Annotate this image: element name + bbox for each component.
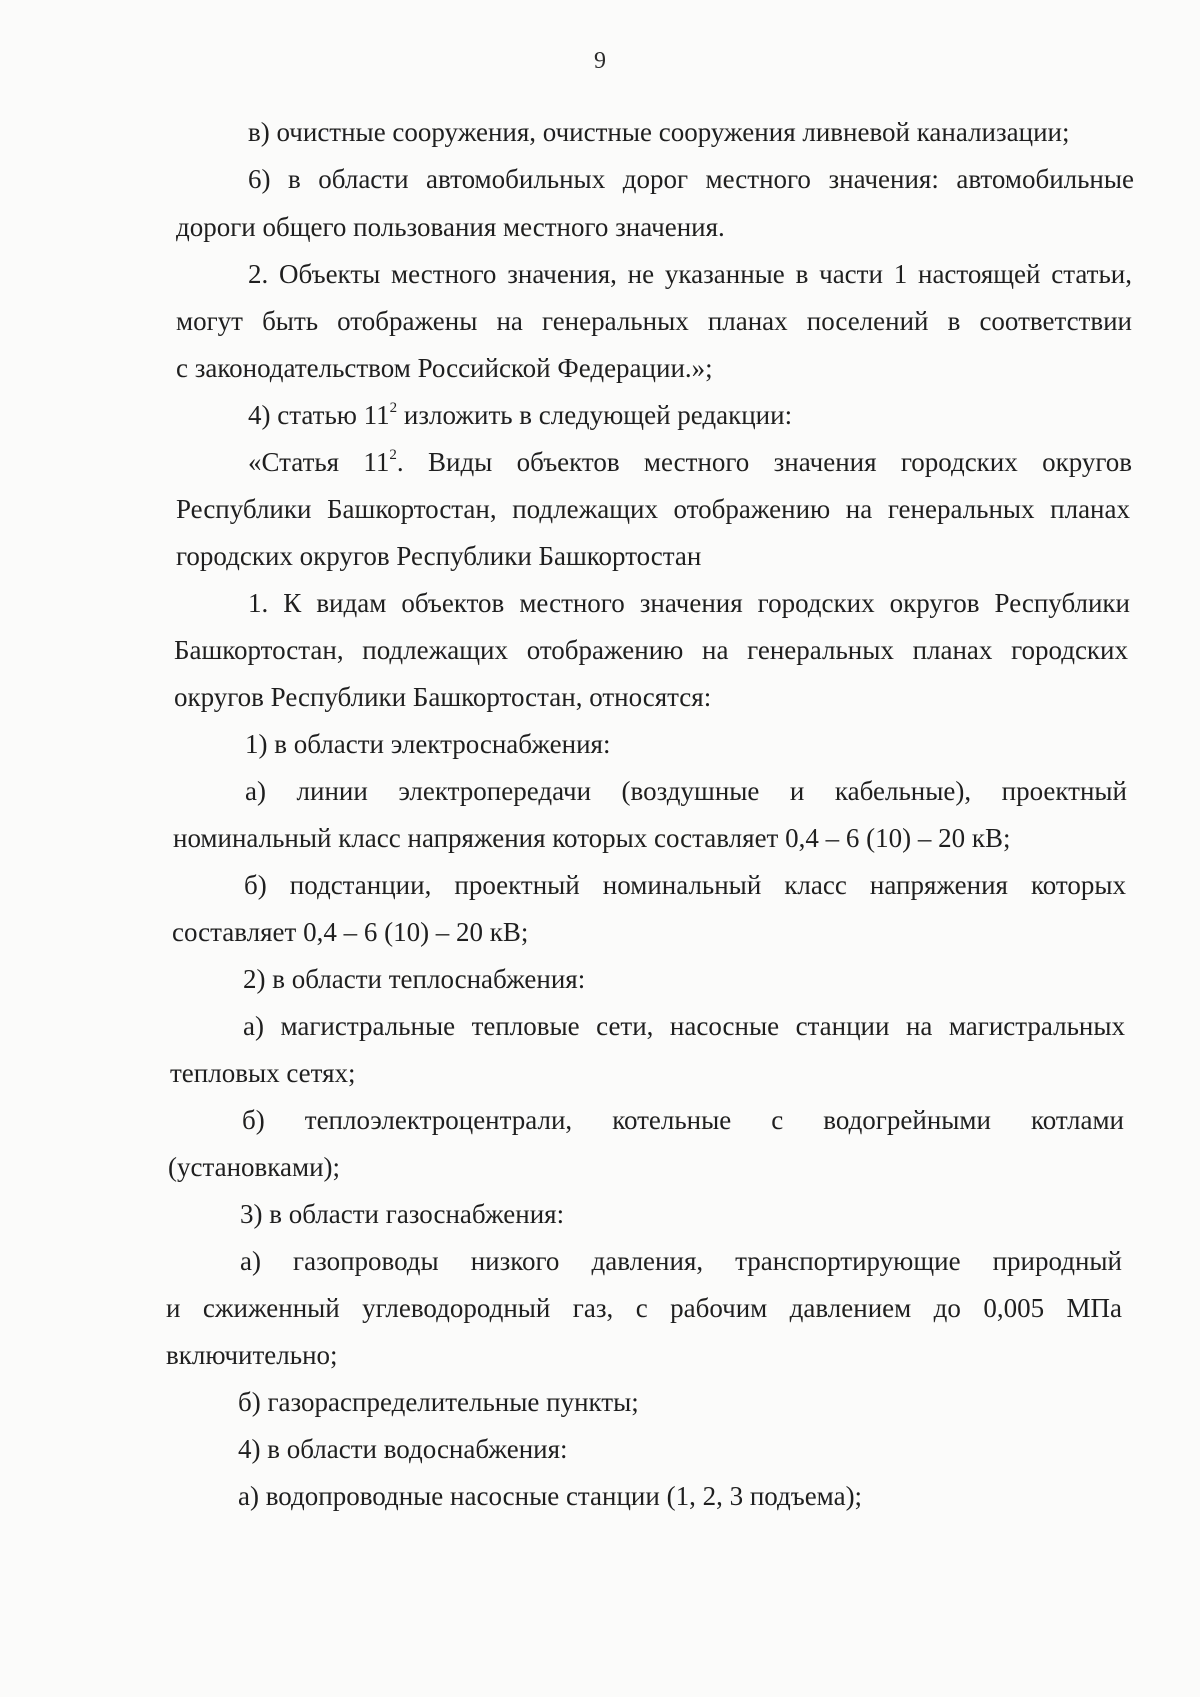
text-line: в) очистные сооружения, очистные сооружения ливневой канализации; [248,117,1070,147]
text-line: Башкортостан, подлежащих отображению на генеральных планах городских [174,635,1128,665]
text-line: (установками); [168,1152,341,1182]
text-line: б) теплоэлектроцентрали, котельные с водогрейными котлами [242,1105,1124,1135]
text-line: могут быть отображены на генеральных планах поселений в соответствии [176,306,1132,336]
text-line: 1. К видам объектов местного значения городских округов Республики [248,588,1130,618]
article-heading-line: Республики Башкортостан, подлежащих отображению на генеральных планах [176,494,1130,524]
text-line: 3) в области газоснабжения: [240,1199,565,1229]
text-fragment: . Виды объектов местного значения городских округов [396,447,1132,477]
superscript: 2 [389,447,397,463]
article-heading-line [248,445,1132,479]
text-line: а) магистральные тепловые сети, насосные станции на магистральных [243,1011,1125,1041]
article-heading-line: городских округов Республики Башкортостан [176,541,702,571]
text-fragment: «Статья 11 [248,447,390,477]
superscript: 2 [389,400,398,416]
text-fragment: 4) статью 11 [248,400,390,430]
text-line: 2) в области теплоснабжения: [243,964,586,994]
text-line: с законодательством Российской Федерации.»; [176,353,713,383]
text-line: 4) в области водоснабжения: [238,1434,568,1464]
text-line: б) газораспределительные пункты; [238,1387,639,1417]
page-number: 9 [594,48,606,74]
text-fragment: изложить в следующей редакции: [397,400,793,430]
text-line: б) подстанции, проектный номинальный класс напряжения которых [244,870,1126,900]
text-line: 1) в области электроснабжения: [245,729,611,759]
text-line: а) газопроводы низкого давления, транспортирующие природный [240,1246,1122,1276]
text-line: тепловых сетях; [170,1058,356,1088]
text-line: 6) в области автомобильных дорог местного значения: автомобильные [248,164,1134,194]
text-line: и сжиженный углеводородный газ, с рабочим давлением до 0,005 МПа [166,1293,1122,1323]
text-line: составляет 0,4 – 6 (10) – 20 кВ; [172,917,529,947]
text-line: номинальный класс напряжения которых составляет 0,4 – 6 (10) – 20 кВ; [173,823,1011,853]
text-line: дороги общего пользования местного значения. [176,212,725,242]
text-line: включительно; [166,1340,338,1370]
text-line: а) водопроводные насосные станции (1, 2, 3 подъема); [238,1481,863,1511]
text-line: 2. Объекты местного значения, не указанные в части 1 настоящей статьи, [248,259,1132,289]
text-line: округов Республики Башкортостан, относятся: [174,682,712,712]
text-line [248,398,792,432]
text-line: а) линии электропередачи (воздушные и кабельные), проектный [245,776,1127,806]
